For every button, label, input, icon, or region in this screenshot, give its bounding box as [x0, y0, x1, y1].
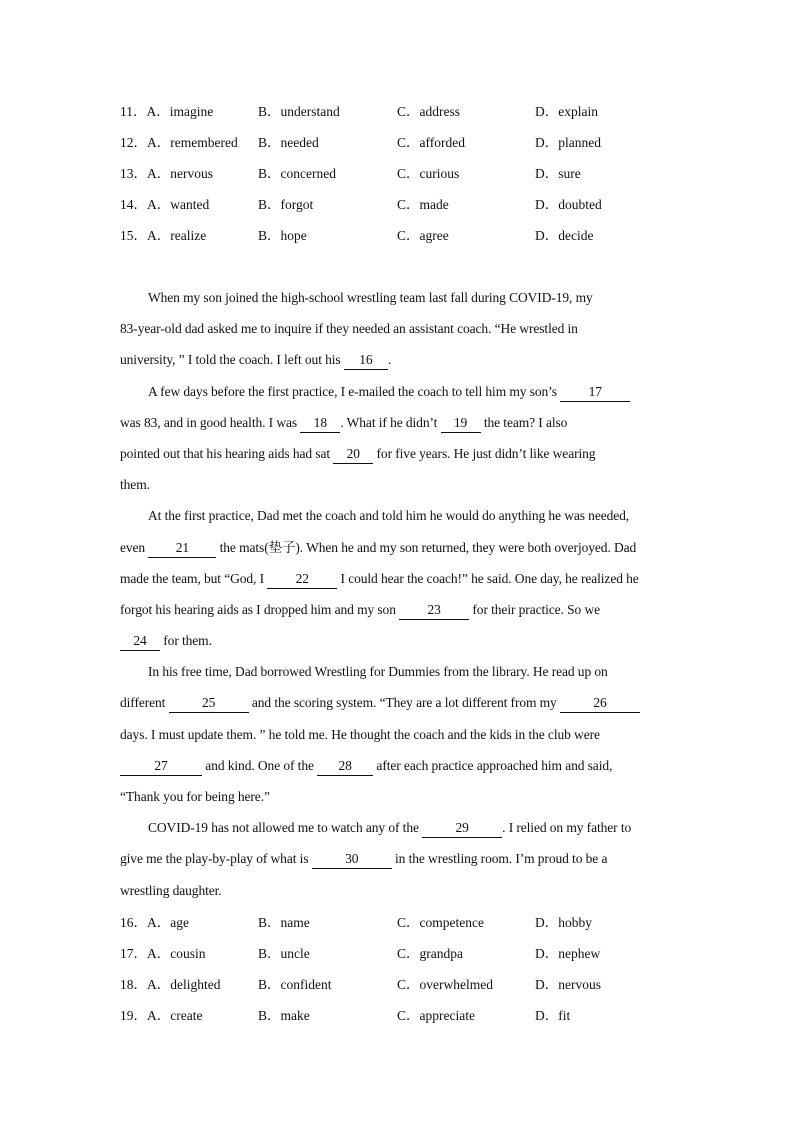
- question-number: 17．A．: [120, 946, 171, 961]
- option-b-label: B．: [258, 977, 281, 992]
- passage-text: them.: [120, 477, 150, 493]
- option-a: [120, 162, 213, 186]
- option-b: [258, 911, 310, 935]
- blank-19: 19: [441, 414, 481, 433]
- option-a: [120, 942, 206, 966]
- option-b: [258, 224, 307, 248]
- passage-line: [120, 284, 665, 315]
- option-d-label: D．: [535, 977, 559, 992]
- reading-passage: [120, 284, 665, 908]
- option-b-label: B．: [258, 197, 281, 212]
- option-a: [120, 193, 209, 217]
- option-c-text: agree: [419, 228, 449, 243]
- blank-22: 22: [267, 570, 337, 589]
- passage-line: [120, 346, 665, 377]
- option-d-label: D．: [535, 946, 559, 961]
- option-d-label: D．: [535, 197, 559, 212]
- passage-text: COVID-19 has not allowed me to watch any of the: [148, 820, 423, 836]
- passage-text: for their practice. So we: [469, 601, 600, 617]
- passage-text: . I relied on my father to: [502, 820, 632, 836]
- option-d-label: D．: [535, 915, 559, 930]
- option-d-text: decide: [558, 228, 594, 243]
- passage-text: after each practice approached him and said,: [373, 757, 613, 773]
- option-c-text: appreciate: [419, 1008, 475, 1023]
- option-b: [258, 1004, 310, 1028]
- option-a: [120, 224, 206, 248]
- option-row-13: [120, 162, 700, 193]
- blank-28: 28: [317, 757, 373, 776]
- option-b: [258, 100, 340, 124]
- passage-line: [120, 814, 665, 845]
- option-d-text: hobby: [558, 915, 592, 930]
- option-c-label: C．: [397, 135, 420, 150]
- option-row-17: [120, 942, 700, 973]
- passage-text: different: [120, 695, 169, 711]
- passage-text: for them.: [160, 633, 212, 649]
- passage-text: university, ” I told the coach. I left out his: [120, 352, 344, 368]
- option-d-label: D．: [535, 228, 559, 243]
- passage-line: [120, 783, 665, 814]
- option-c-text: made: [419, 197, 449, 212]
- passage-line: [120, 845, 665, 876]
- option-b-label: B．: [258, 1008, 281, 1023]
- option-row-16: [120, 911, 700, 942]
- option-b-label: B．: [258, 228, 281, 243]
- option-d: [535, 162, 581, 186]
- passage-text: in the wrestling room. I’m proud to be a: [391, 851, 608, 867]
- option-c-label: C．: [397, 977, 420, 992]
- option-a: [120, 973, 221, 997]
- passage-text: I could hear the coach!” he said. One day, he realized he: [337, 570, 639, 586]
- passage-text: made the team, but “God, I: [120, 570, 268, 586]
- passage-text: the team? I also: [480, 414, 568, 430]
- question-number: 19．A．: [120, 1008, 171, 1023]
- passage-text: the mats(垫子). When he and my son returned, they were both overjoyed. Dad: [216, 539, 637, 555]
- passage-text: wrestling daughter.: [120, 882, 222, 898]
- option-row-12: [120, 131, 700, 162]
- passage-line: [120, 409, 665, 440]
- blank-20: 20: [333, 445, 373, 464]
- option-d: [535, 942, 600, 966]
- option-c: [397, 162, 459, 186]
- passage-line: [120, 689, 665, 720]
- blank-25: 25: [169, 694, 249, 713]
- passage-text: In his free time, Dad borrowed Wrestling for Dummies from the library. He read up on: [148, 664, 608, 680]
- option-c: [397, 131, 465, 155]
- passage-line: [120, 658, 665, 689]
- option-c-label: C．: [397, 946, 420, 961]
- option-d-text: explain: [558, 104, 598, 119]
- question-number: 11．A．: [120, 104, 170, 119]
- passage-text: When my son joined the high-school wrestling team last fall during COVID-19, my: [148, 290, 593, 305]
- passage-line: [120, 502, 665, 533]
- option-c: [397, 224, 449, 248]
- option-c-label: C．: [397, 166, 420, 181]
- blank-30: 30: [312, 850, 392, 869]
- option-b-text: needed: [280, 135, 319, 150]
- option-c-text: address: [419, 104, 461, 119]
- option-c-text: curious: [419, 166, 460, 181]
- option-c-text: competence: [419, 915, 484, 930]
- option-a-text: nervous: [170, 166, 213, 181]
- passage-text: “Thank you for being here.”: [120, 789, 270, 804]
- option-c-label: C．: [397, 915, 420, 930]
- passage-text: .: [387, 352, 392, 368]
- passage-line: [120, 378, 665, 409]
- option-a-text: wanted: [170, 197, 210, 212]
- option-d: [535, 131, 601, 155]
- option-d-text: nervous: [558, 977, 601, 992]
- passage-text: was 83, and in good health. I was: [120, 414, 301, 430]
- option-d: [535, 100, 598, 124]
- option-row-19: [120, 1004, 700, 1035]
- option-c-text: grandpa: [419, 946, 463, 961]
- blank-26: 26: [560, 694, 640, 713]
- option-b: [258, 942, 310, 966]
- blank-23: 23: [399, 601, 469, 620]
- option-a: [120, 131, 238, 155]
- option-d: [535, 224, 593, 248]
- option-d-text: fit: [558, 1008, 571, 1023]
- option-b-text: hope: [280, 228, 307, 243]
- option-b-label: B．: [258, 915, 281, 930]
- passage-line: [120, 440, 665, 471]
- blank-17: 17: [560, 383, 630, 402]
- option-d-label: D．: [535, 104, 559, 119]
- option-row-14: [120, 193, 700, 224]
- passage-text: A few days before the first practice, I e-mailed the coach to tell him my son’s: [148, 383, 561, 399]
- option-a-text: cousin: [170, 946, 206, 961]
- option-c: [397, 193, 449, 217]
- option-d-text: nephew: [558, 946, 601, 961]
- option-a-text: create: [170, 1008, 203, 1023]
- passage-text: 83-year-old dad asked me to inquire if they needed an assistant coach. “He wrestled in: [120, 321, 578, 337]
- option-b-text: name: [280, 915, 310, 930]
- option-d-label: D．: [535, 135, 559, 150]
- option-c-label: C．: [397, 197, 420, 212]
- passage-text: . What if he didn’t: [340, 414, 441, 430]
- passage-line: [120, 471, 665, 502]
- option-b-text: concerned: [280, 166, 336, 181]
- option-d-text: doubted: [558, 197, 602, 212]
- passage-text: for five years. He just didn’t like wearing: [373, 445, 596, 461]
- option-a-text: age: [170, 915, 189, 930]
- options-block-top: [120, 100, 700, 255]
- passage-line: [120, 534, 665, 565]
- passage-line: [120, 721, 665, 752]
- option-b: [258, 193, 313, 217]
- option-b-label: B．: [258, 166, 281, 181]
- options-block-bottom: [120, 911, 700, 1035]
- blank-27: 27: [120, 757, 202, 776]
- blank-29: 29: [422, 819, 502, 838]
- option-c-label: C．: [397, 228, 420, 243]
- option-a: [120, 100, 213, 124]
- passage-line: [120, 877, 665, 908]
- passage-line: [120, 627, 665, 658]
- passage-text: even: [120, 539, 149, 555]
- option-a-text: delighted: [170, 977, 221, 992]
- option-c-text: afforded: [419, 135, 465, 150]
- option-b-label: B．: [258, 946, 281, 961]
- option-c: [397, 942, 463, 966]
- option-row-18: [120, 973, 700, 1004]
- option-d: [535, 973, 601, 997]
- passage-text: days. I must update them. ” he told me. He thought the coach and the kids in the club were: [120, 726, 600, 742]
- option-c: [397, 973, 493, 997]
- option-c: [397, 911, 484, 935]
- option-b-text: make: [280, 1008, 310, 1023]
- blank-18: 18: [300, 414, 340, 433]
- option-d-text: planned: [558, 135, 601, 150]
- option-c-label: C．: [397, 104, 420, 119]
- option-a-text: imagine: [169, 104, 214, 119]
- option-row-11: [120, 100, 700, 131]
- question-number: 13．A．: [120, 166, 171, 181]
- question-number: 15．A．: [120, 228, 171, 243]
- option-a-text: remembered: [170, 135, 238, 150]
- option-b-text: understand: [280, 104, 340, 119]
- option-c: [397, 100, 460, 124]
- option-b-text: forgot: [280, 197, 314, 212]
- question-number: 12．A．: [120, 135, 171, 150]
- passage-text: forgot his hearing aids as I dropped him and my son: [120, 601, 400, 617]
- option-d-text: sure: [558, 166, 581, 181]
- blank-21: 21: [148, 539, 216, 558]
- option-b-label: B．: [258, 135, 281, 150]
- blank-16: 16: [344, 351, 388, 370]
- option-d: [535, 911, 592, 935]
- passage-text: and kind. One of the: [202, 757, 318, 773]
- passage-line: [120, 752, 665, 783]
- option-d-label: D．: [535, 1008, 559, 1023]
- passage-text: and the scoring system. “They are a lot different from my: [248, 695, 560, 711]
- option-c-label: C．: [397, 1008, 420, 1023]
- passage-line: [120, 565, 665, 596]
- option-b: [258, 162, 336, 186]
- option-row-15: [120, 224, 700, 255]
- option-b: [258, 131, 319, 155]
- option-b: [258, 973, 332, 997]
- option-d: [535, 193, 602, 217]
- passage-text: pointed out that his hearing aids had sat: [120, 445, 334, 461]
- question-number: 14．A．: [120, 197, 171, 212]
- option-a: [120, 1004, 202, 1028]
- option-d: [535, 1004, 570, 1028]
- option-c: [397, 1004, 475, 1028]
- option-b-text: uncle: [280, 946, 310, 961]
- question-number: 18．A．: [120, 977, 171, 992]
- passage-line: [120, 315, 665, 346]
- option-c-text: overwhelmed: [419, 977, 493, 992]
- blank-24: 24: [120, 632, 160, 651]
- option-a: [120, 911, 189, 935]
- option-b-text: confident: [280, 977, 332, 992]
- question-number: 16．A．: [120, 915, 171, 930]
- option-a-text: realize: [170, 228, 207, 243]
- passage-line: [120, 596, 665, 627]
- option-d-label: D．: [535, 166, 559, 181]
- passage-text: At the first practice, Dad met the coach and told him he would do anything he was needed,: [148, 508, 630, 524]
- passage-text: give me the play-by-play of what is: [120, 851, 312, 867]
- option-b-label: B．: [258, 104, 281, 119]
